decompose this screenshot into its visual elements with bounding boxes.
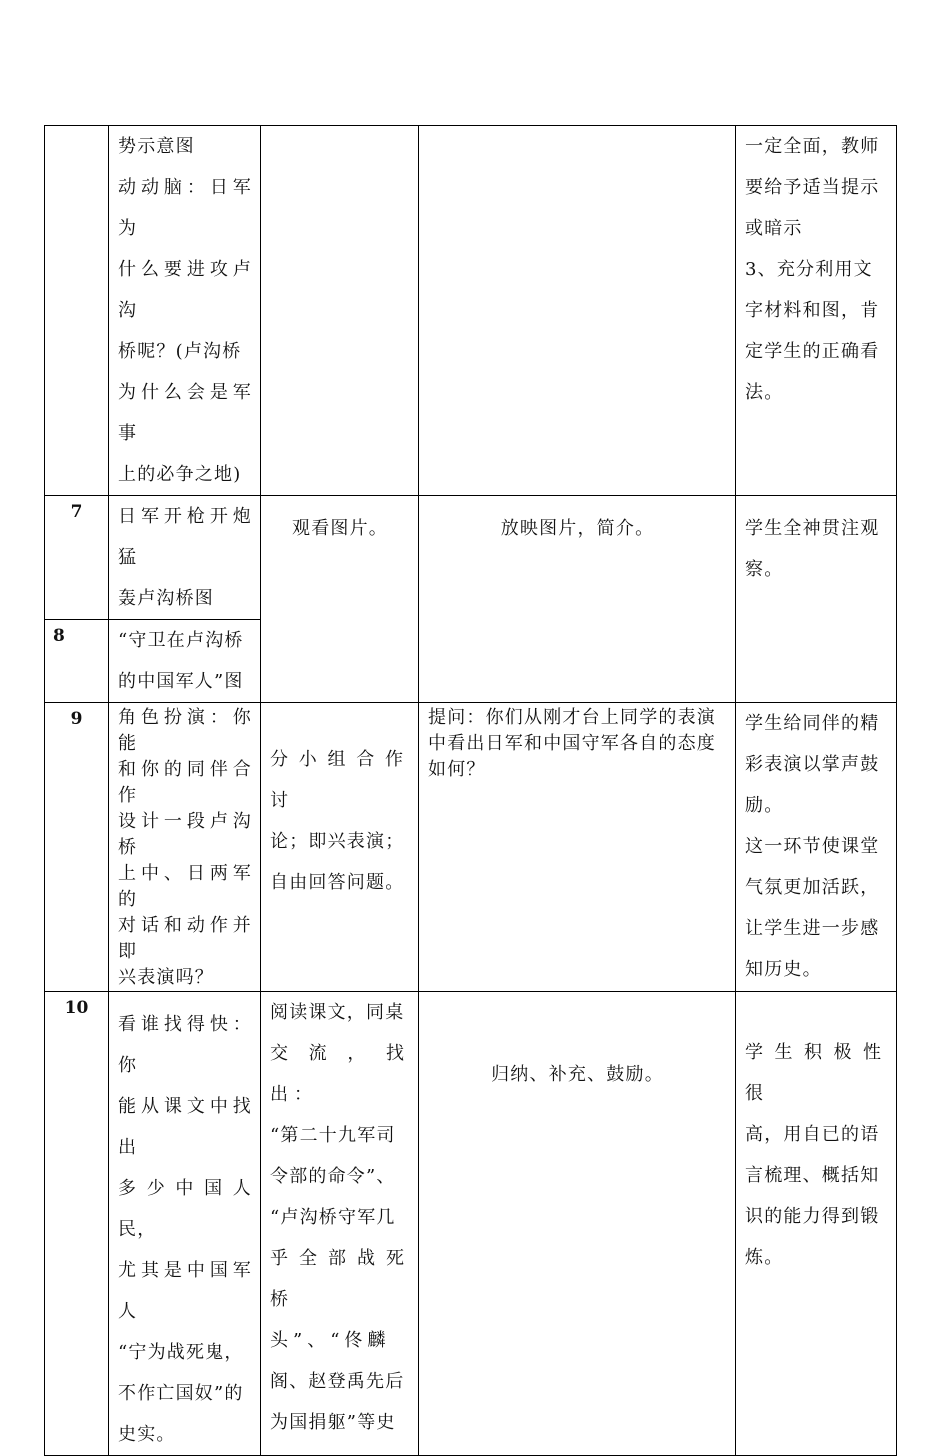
row-number-cell xyxy=(45,126,109,496)
student-activity-cell xyxy=(261,126,419,496)
row-number: 9 xyxy=(70,709,83,729)
text-line: 乎全部战死桥 xyxy=(270,1248,410,1310)
text-line: 或暗示 xyxy=(745,218,803,239)
teacher-activity-cell xyxy=(419,703,736,992)
design-note-cell xyxy=(736,496,897,703)
row-number-cell xyxy=(45,703,109,992)
text-line: 要给予适当提示 xyxy=(745,177,880,198)
content-cell xyxy=(109,496,261,620)
text-line: 轰卢沟桥图 xyxy=(118,588,214,609)
text-line: 学生积极性很 xyxy=(745,1042,888,1104)
text-line: 和你的同伴合作 xyxy=(118,759,252,806)
text-line: 励。 xyxy=(745,795,784,816)
teacher-activity-cell xyxy=(419,992,736,1456)
text-line: 学生全神贯注观 xyxy=(745,518,880,539)
table-row xyxy=(45,703,897,992)
lesson-plan-table xyxy=(44,125,897,1456)
student-activity-cell xyxy=(261,992,419,1456)
row-number-cell xyxy=(45,620,109,703)
table-row xyxy=(45,992,897,1456)
text-line: 桥呢？(卢沟桥 xyxy=(118,341,242,362)
row-number: 10 xyxy=(64,998,89,1018)
text-line: 日军开枪开炮猛 xyxy=(118,506,252,568)
row-number-cell xyxy=(45,496,109,620)
text-line: 字材料和图，肯 xyxy=(745,300,880,321)
table-row xyxy=(45,126,897,496)
text-line: 一定全面，教师 xyxy=(745,136,880,157)
text-line: 归纳、补充、鼓励。 xyxy=(491,1064,664,1085)
text-line: 能从课文中找出 xyxy=(118,1096,252,1158)
text-line: 为什么会是军事 xyxy=(118,382,252,444)
content-cell xyxy=(109,703,261,992)
content-cell xyxy=(109,126,261,496)
text-line: 不作亡国奴”的 xyxy=(118,1383,244,1404)
text-line: 的中国军人”图 xyxy=(118,671,244,692)
text-line: 言梳理、概括知 xyxy=(745,1165,880,1186)
student-activity-cell xyxy=(261,496,419,703)
text-line: 史实。 xyxy=(118,1424,176,1445)
text-line: 设计一段卢沟桥 xyxy=(118,811,252,858)
text-line: 上中、日两军的 xyxy=(118,863,252,910)
text-line: 自由回答问题。 xyxy=(270,872,405,893)
text-line: 动动脑：日军为 xyxy=(118,177,252,239)
text-line: 如何？ xyxy=(428,759,486,780)
text-line: 这一环节使课堂 xyxy=(745,836,880,857)
text-line: 察。 xyxy=(745,559,784,580)
text-line: 为国捐躯”等史 xyxy=(270,1412,396,1433)
text-line: 提问：你们从刚才台上同学的表演 xyxy=(428,707,716,728)
text-line: 知历史。 xyxy=(745,959,822,980)
text-line: 高，用自已的语 xyxy=(745,1124,880,1145)
text-line: 角色扮演：你能 xyxy=(118,707,252,754)
text-line: “第二十九军司 xyxy=(270,1125,396,1146)
design-note-cell xyxy=(736,703,897,992)
text-line: 头”、“佟麟 xyxy=(270,1330,391,1351)
content-cell xyxy=(109,992,261,1456)
design-note-cell xyxy=(736,126,897,496)
text-line: “卢沟桥守军几 xyxy=(270,1207,396,1228)
text-line: 观看图片。 xyxy=(292,518,388,539)
text-line: 分小组合作讨 xyxy=(270,749,410,811)
text-line: 3、充分利用文 xyxy=(745,259,873,280)
text-line: 识的能力得到锻 xyxy=(745,1206,880,1227)
text-line: 多少中国人民， xyxy=(118,1178,252,1240)
text-line: 放映图片，简介。 xyxy=(500,518,655,539)
teacher-activity-cell xyxy=(419,496,736,703)
row-number-cell xyxy=(45,992,109,1456)
content-cell xyxy=(109,620,261,703)
text-line: “守卫在卢沟桥 xyxy=(118,630,244,651)
text-line: 阁、赵登禹先后 xyxy=(270,1371,405,1392)
text-line: 兴表演吗？ xyxy=(118,967,214,988)
row-number: 7 xyxy=(70,502,83,522)
text-line: 法。 xyxy=(745,382,784,403)
text-line: “宁为战死鬼， xyxy=(118,1342,244,1363)
text-line: 炼。 xyxy=(745,1247,784,1268)
text-line: 彩表演以掌声鼓 xyxy=(745,754,880,775)
text-line: 学生给同伴的精 xyxy=(745,713,880,734)
design-note-cell xyxy=(736,992,897,1456)
text-line: 中看出日军和中国守军各自的态度 xyxy=(428,733,716,754)
text-line: 论；即兴表演； xyxy=(270,831,405,852)
text-line: 尤其是中国军人 xyxy=(118,1260,252,1322)
text-line: 什么要进攻卢沟 xyxy=(118,259,252,321)
text-line: 阅读课文，同桌 xyxy=(270,1002,405,1023)
teacher-activity-cell xyxy=(419,126,736,496)
text-line: 对话和动作并即 xyxy=(118,915,252,962)
text-line: 气氛更加活跃， xyxy=(745,877,880,898)
text-line: 上的必争之地) xyxy=(118,464,242,485)
text-line: 势示意图 xyxy=(118,136,195,157)
text-line: 让学生进一步感 xyxy=(745,918,880,939)
student-activity-cell xyxy=(261,703,419,992)
table-row xyxy=(45,496,897,620)
text-line: 交流，找出： xyxy=(270,1043,410,1105)
text-line: 令部的命令”、 xyxy=(270,1166,396,1187)
text-line: 定学生的正确看 xyxy=(745,341,880,362)
text-line: 看谁找得快：你 xyxy=(118,1014,252,1076)
row-number: 8 xyxy=(53,626,65,646)
